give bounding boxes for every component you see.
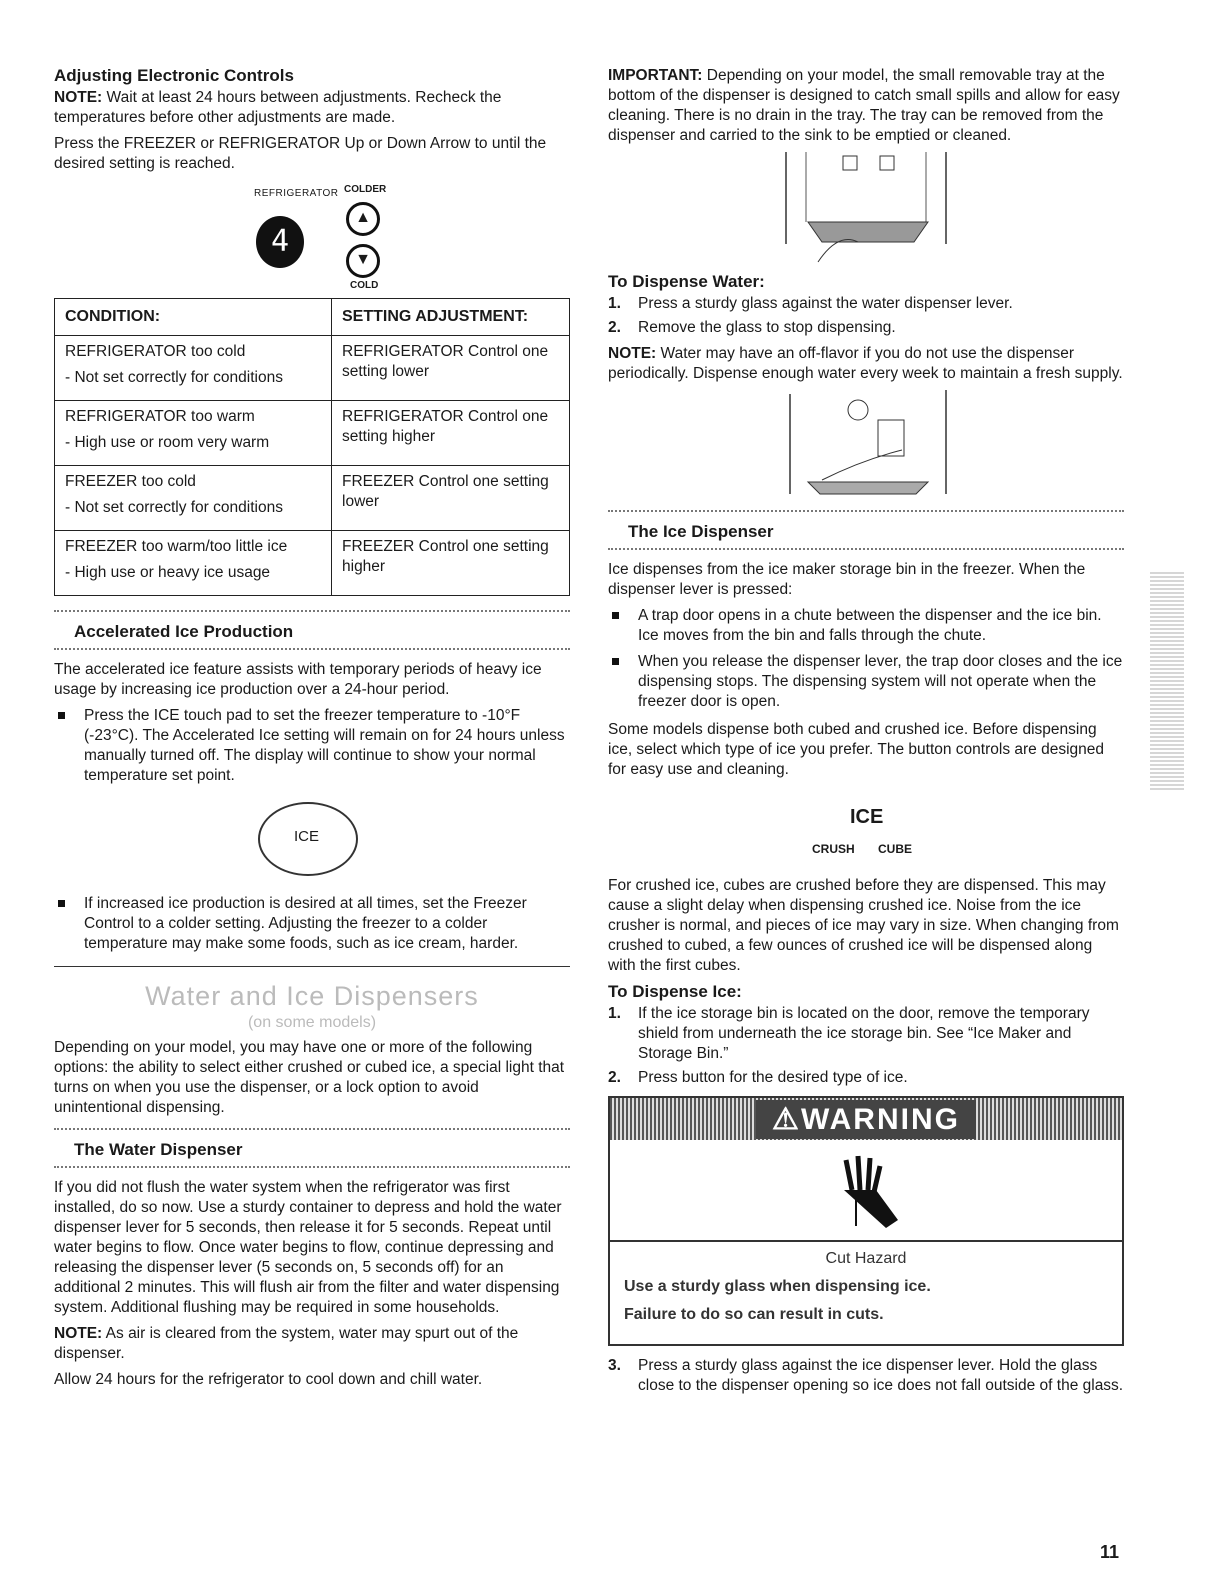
down-arrow-button[interactable]: ▼ xyxy=(346,244,380,278)
tray-drawing xyxy=(608,152,1124,272)
warning-box xyxy=(608,1096,1124,1346)
right-column xyxy=(608,66,1124,1402)
warning-word: ⚠WARNING xyxy=(756,1100,976,1139)
table-row: REFRIGERATOR too warm - High use or room very warm REFRIGERATOR Control one setting higher xyxy=(55,401,570,466)
list-item: 1. Press a sturdy glass against the water dispenser lever. xyxy=(608,295,1013,312)
panel-label: REFRIGERATOR xyxy=(254,188,339,199)
dispense-ice-steps xyxy=(608,1004,1124,1088)
ice-touchpad-illustration xyxy=(54,794,570,894)
accel-paragraph: The accelerated ice feature assists with temporary periods of heavy ice usage by increasing ice production over a 24-hour period. xyxy=(54,661,542,698)
list-item: When you release the dispenser lever, the trap door closes and the ice dispensing stops. The dispensing system will not operate when the freezer door is open. xyxy=(608,652,1124,712)
ice-paragraph: Ice dispenses from the ice maker storage bin in the freezer. When the dispenser lever is pressed: xyxy=(608,561,1086,598)
left-column xyxy=(54,66,570,1396)
warning-band xyxy=(610,1098,1122,1140)
important-note: IMPORTANT: Depending on your model, the small removable tray at the bottom of the dispenser is designed to catch small spills and allow for easy cleaning. There is no drain in the tray. The tray can be removed from the dispenser and carried to the sink to be emptied or cleaned. xyxy=(608,67,1120,144)
list-item: 2. Remove the glass to stop dispensing. xyxy=(608,319,896,336)
accel-section-head: Accelerated Ice Production xyxy=(54,610,570,650)
dispense-water-title: To Dispense Water: xyxy=(608,272,765,291)
list-item: If increased ice production is desired at all times, set the Freezer Control to a colder setting. Adjusting the freezer to a colder temperature may make some foods, such as ice cream, harder. xyxy=(54,894,570,954)
section-title: Water and Ice Dispensers xyxy=(145,981,479,1011)
dispense-ice-steps-cont xyxy=(608,1356,1124,1396)
list-item: 1. If the ice storage bin is located on the door, remove the temporary shield from underneath the ice storage bin. See “Ice Maker and Storage Bin.” xyxy=(608,1005,1090,1062)
water-section-head: The Water Dispenser xyxy=(54,1128,570,1168)
ice-touchpad-label: ICE xyxy=(294,828,320,845)
press-text: Press the FREEZER or REFRIGERATOR Up or Down Arrow to until the desired setting is reached. xyxy=(54,135,547,172)
water-note: NOTE: Water may have an off-flavor if you do not use the dispenser periodically. Dispense enough water every week to maintain a fresh supply. xyxy=(608,345,1123,382)
up-arrow-button[interactable]: ▲ xyxy=(346,202,380,236)
table-row: FREEZER too warm/too little ice - High use or heavy ice usage FREEZER Control one setting higher xyxy=(55,531,570,596)
dispense-water-steps xyxy=(608,294,1124,338)
ice-section-head: The Ice Dispenser xyxy=(608,510,1124,550)
list-item: A trap door opens in a chute between the dispenser and the ice bin. Ice moves from the bin and falls through the chute. xyxy=(608,606,1124,646)
colder-label: COLDER xyxy=(344,184,387,195)
note-1: NOTE: Wait at least 24 hours between adjustments. Recheck the temperatures before other adjustments are made. xyxy=(54,89,502,126)
warning-line-1: Use a sturdy glass when dispensing ice. xyxy=(624,1278,931,1295)
list-item: 3. Press a sturdy glass against the ice dispenser lever. Hold the glass close to the dispenser opening so ice does not fall outside of the glass. xyxy=(608,1357,1124,1394)
cut-hazard-icon xyxy=(610,1140,1122,1242)
warning-body xyxy=(610,1242,1122,1344)
side-language-tab xyxy=(1150,570,1184,790)
crush-button[interactable]: CRUSH xyxy=(812,842,855,856)
warning-title: Cut Hazard xyxy=(825,1250,907,1267)
glass-drawing xyxy=(608,390,1124,500)
tray-illustration xyxy=(608,152,1124,272)
list-item: Press the ICE touch pad to set the freezer temperature to -10°F (-23°C). The Accelerated Ice setting will remain on for 24 hours unless manually turned off. The display will continue to show your normal temperature set point. xyxy=(54,706,570,786)
cold-label: COLD xyxy=(350,280,379,291)
setting-header: SETTING ADJUSTMENT: xyxy=(332,299,570,336)
warning-line-2: Failure to do so can result in cuts. xyxy=(624,1306,884,1323)
divider xyxy=(54,966,570,967)
ice-list xyxy=(608,606,1124,712)
dispense-ice-title: To Dispense Ice: xyxy=(608,982,742,1001)
accel-list xyxy=(54,706,570,786)
section-subtitle: (on some models) xyxy=(247,1014,377,1031)
hand-cut-icon xyxy=(826,1150,906,1230)
ice-paragraph-2: Some models dispense both cubed and crushed ice. Before dispensing ice, select which type of ice you prefer. The button controls are designed for easy use and cleaning. xyxy=(608,721,1104,778)
condition-header: CONDITION: xyxy=(55,299,332,336)
dispenser-intro: Depending on your model, you may have one or more of the following options: the ability to select either crushed or cubed ice, a special light that turns on when you use the dispenser, or a lock option to avoid unintentional dispensing. xyxy=(54,1039,565,1116)
table-row: REFRIGERATOR too cold - Not set correctly for conditions REFRIGERATOR Control one setting lower xyxy=(55,336,570,401)
list-item: 2. Press button for the desired type of ice. xyxy=(608,1069,908,1086)
page-number: 11 xyxy=(1100,1542,1120,1562)
note-2: NOTE: As air is cleared from the system, water may spurt out of the dispenser. xyxy=(54,1325,519,1362)
table-row: FREEZER too cold - Not set correctly for conditions FREEZER Control one setting lower xyxy=(55,466,570,531)
allow-text: Allow 24 hours for the refrigerator to cool down and chill water. xyxy=(54,1371,483,1388)
cube-button[interactable]: CUBE xyxy=(878,842,913,856)
control-panel-illustration xyxy=(54,180,570,290)
ice-label: ICE xyxy=(850,806,884,828)
ice-buttons-illustration xyxy=(608,786,1124,876)
water-paragraph: If you did not flush the water system when the refrigerator was first installed, do so now. Use a sturdy container to depress and hold the water dispenser lever for 5 seconds, then release it for 5 seconds. Repeat until water begins to flow. Once water begins to flow, continue depressing and releasing the dispenser lever (5 seconds on, 5 seconds off) for an additional 2 minutes. This will flush air from the filter and water dispensing system. Additional flushing may be required in some households. xyxy=(54,1179,562,1316)
adjustment-table xyxy=(54,298,570,596)
adjust-title: Adjusting Electronic Controls xyxy=(54,66,294,85)
accel-list-2 xyxy=(54,894,570,954)
crush-paragraph: For crushed ice, cubes are crushed before they are dispensed. This may cause a slight delay when dispensing crushed ice. Noise from the ice crusher is normal, and pieces of ice may vary in size. When changing from crushed to cubed, a few ounces of crushed ice will be dispensed along with the first cubes. xyxy=(608,877,1119,974)
glass-illustration xyxy=(608,390,1124,500)
temp-display: 4 xyxy=(256,216,304,268)
